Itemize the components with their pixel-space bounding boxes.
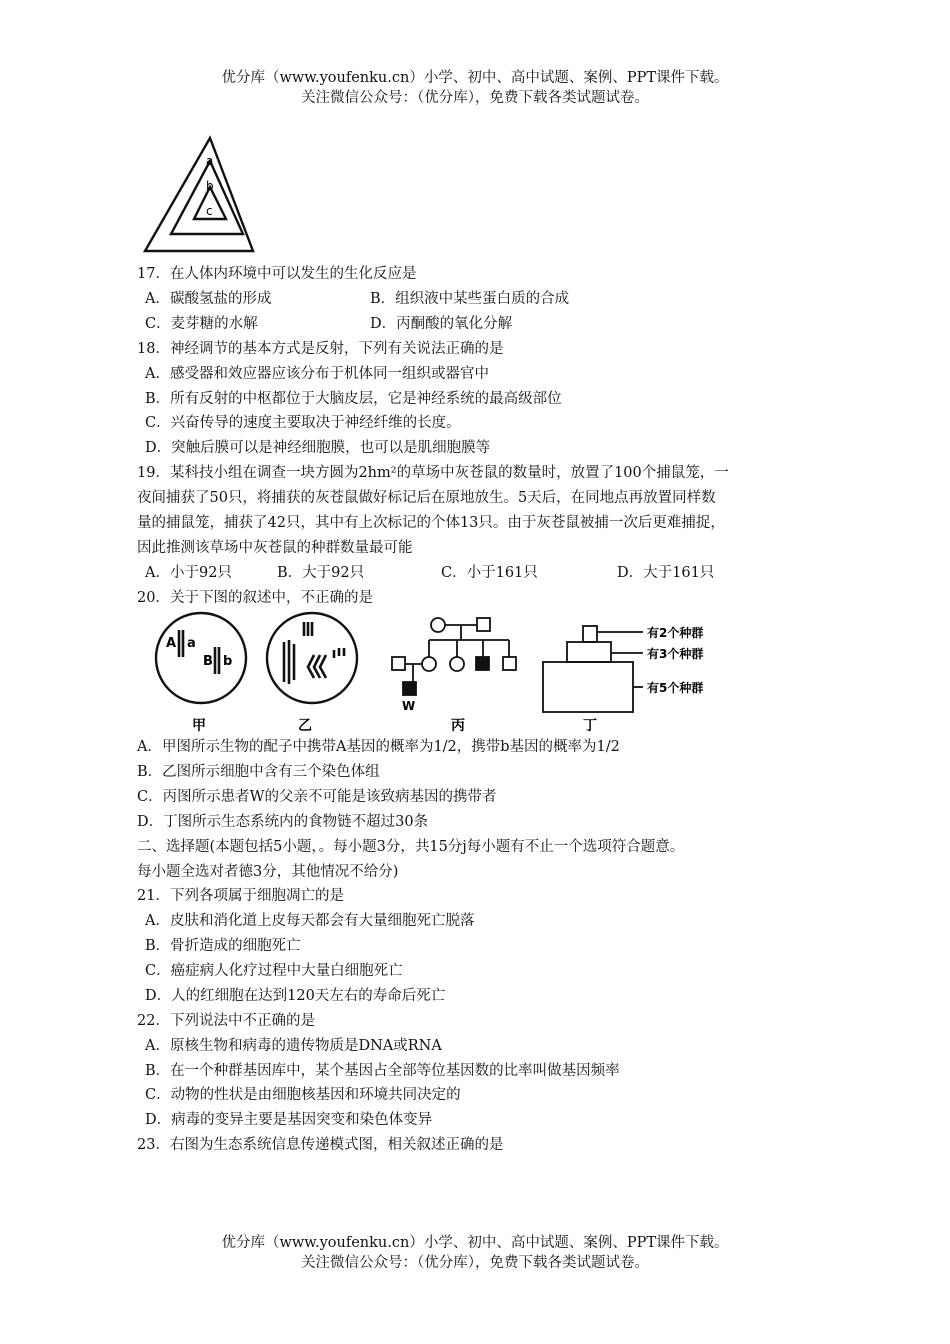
- q23-stem: 23．右图为生态系统信息传递模式图，相关叙述正确的是: [137, 1137, 504, 1153]
- page-header: [0, 68, 950, 108]
- nested-triangle-figure: [135, 133, 260, 258]
- q22-option-a: A．原核生物和病毒的遗传物质是DNA或RNA: [145, 1038, 442, 1054]
- q21-option-d: D．人的红细胞在达到120天左右的寿命后死亡: [145, 988, 446, 1004]
- q21-option-a: A．皮肤和消化道上皮每天都会有大量细胞死亡脱落: [145, 913, 475, 929]
- figure-ding: [535, 610, 740, 738]
- q18-stem: 18．神经调节的基本方式是反射，下列有关说法正确的是: [137, 341, 504, 357]
- bing-caption: 丙: [451, 718, 465, 734]
- jia-label-A: A: [166, 636, 177, 651]
- q18-option-a: A．感受器和效应器应该分布于机体同一组织或器官中: [145, 366, 489, 382]
- jia-label-a: a: [187, 636, 196, 651]
- section2-line-2: 每小题全选对者德3分，其他情况不给分): [137, 864, 399, 880]
- bing-gen1-female: [431, 618, 445, 632]
- bing-gen2-female-1: [422, 657, 436, 671]
- q17-option-d: D．丙酮酸的氧化分解: [370, 316, 513, 332]
- bing-gen3-affected-W: [403, 682, 416, 695]
- q20-option-a: A．甲图所示生物的配子中携带A基因的概率为1/2，携带b基因的概率为1/2: [137, 739, 620, 755]
- q21-option-c: C．癌症病人化疗过程中大量白细胞死亡: [145, 963, 403, 979]
- q22-option-d: D．病毒的变异主要是基因突变和染色体变异: [145, 1112, 433, 1128]
- q17-option-b: B．组织液中某些蛋白质的合成: [370, 291, 570, 307]
- footer-line-1: 优分库（www.youfenku.cn）小学、初中、高中试题、案例、PPT课件下载。: [221, 1235, 729, 1251]
- q19-stem-line-3: 量的捕鼠笼，捕获了42只，其中有上次标记的个体13只。由于灰苍鼠被捕一次后更难捕捉，: [137, 515, 725, 531]
- q18-option-c: C．兴奋传导的速度主要取决于神经纤维的长度。: [145, 415, 461, 431]
- triangle-label-c: c: [206, 204, 213, 218]
- jia-caption: 甲: [192, 718, 206, 734]
- figure-yi: [262, 610, 374, 738]
- jia-label-b: b: [223, 654, 233, 669]
- bing-label-W: W: [402, 699, 416, 713]
- ding-annotation-5: 有5个种群: [647, 681, 704, 695]
- q19-option-a: A．小于92只: [145, 565, 232, 581]
- q19-stem-line-2: 夜间捕获了50只，将捕获的灰苍鼠做好标记后在原地放生。5天后，在同地点再放置同样数: [137, 490, 716, 506]
- yi-caption: 乙: [298, 718, 312, 734]
- q20-option-b: B．乙图所示细胞中含有三个染色体组: [137, 764, 380, 780]
- bing-gen2-male: [503, 657, 516, 670]
- figure-jia: [148, 610, 260, 738]
- q18-option-b: B．所有反射的中枢都位于大脑皮层，它是神经系统的最高级部位: [145, 391, 562, 407]
- footer-line-2: 关注微信公众号：（优分库），免费下载各类试题试卷。: [301, 1255, 649, 1271]
- yi-chromosome-9: [320, 655, 326, 678]
- ding-annotation-3: 有3个种群: [647, 647, 704, 661]
- q19-option-b: B．大于92只: [277, 565, 365, 581]
- q22-stem: 22．下列说法中不正确的是: [137, 1013, 315, 1029]
- q22-option-c: C．动物的性状是由细胞核基因和环境共同决定的: [145, 1087, 461, 1103]
- q20-option-c: C．丙图所示患者W的父亲不可能是该致病基因的携带者: [137, 789, 497, 805]
- bing-gen2-female-2: [450, 657, 464, 671]
- q22-option-b: B．在一个种群基因库中，某个基因占全部等位基因数的比率叫做基因频率: [145, 1063, 620, 1079]
- q19-stem-line-1: 19．某科技小组在调查一块方圆为2hm²的草场中灰苍鼠的数量时，放置了100个捕鼠笼，一: [137, 465, 729, 481]
- header-line-1: 优分库（www.youfenku.cn）小学、初中、高中试题、案例、PPT课件下载。: [221, 70, 729, 86]
- q20-stem: 20．关于下图的叙述中，不正确的是: [137, 590, 373, 606]
- bing-gen2-affected-male: [476, 657, 489, 670]
- bing-gen2-male-spouse: [392, 657, 405, 670]
- q17-stem: 17．在人体内环境中可以发生的生化反应是: [137, 266, 417, 282]
- q19-option-c: C．小于161只: [441, 565, 538, 581]
- q19-option-d: D．大于161只: [617, 565, 715, 581]
- figure-bing: [385, 610, 530, 738]
- ding-level-bottom: [543, 662, 633, 712]
- ding-level-middle: [567, 642, 611, 662]
- page-footer: [0, 1233, 950, 1273]
- ding-annotation-2: 有2个种群: [647, 626, 704, 640]
- q20-option-d: D．丁图所示生态系统内的食物链不超过30条: [137, 814, 429, 830]
- q17-option-c: C．麦芽糖的水解: [145, 316, 258, 332]
- q17-option-a: A．碳酸氢盐的形成: [145, 291, 272, 307]
- bing-gen1-male: [477, 618, 490, 631]
- jia-label-B: B: [203, 654, 213, 669]
- q21-stem: 21．下列各项属于细胞凋亡的是: [137, 888, 344, 904]
- q21-option-b: B．骨折造成的细胞死亡: [145, 938, 301, 954]
- section2-line-1: 二、选择题(本题包括5小题，。每小题3分，共15分j每小题有不止一个选项符合题意。: [137, 839, 685, 855]
- q18-option-d: D．突触后膜可以是神经细胞膜，也可以是肌细胞膜等: [145, 440, 491, 456]
- ding-caption: 丁: [583, 718, 597, 734]
- q19-stem-line-4: 因此推测该草场中灰苍鼠的种群数量最可能: [137, 540, 413, 556]
- header-line-2: 关注微信公众号：（优分库），免费下载各类试题试卷。: [301, 90, 649, 106]
- ding-level-top: [583, 626, 597, 642]
- triangle-label-b: b: [206, 179, 214, 193]
- jia-cell-circle: [156, 613, 246, 703]
- triangle-label-a: a: [206, 154, 214, 168]
